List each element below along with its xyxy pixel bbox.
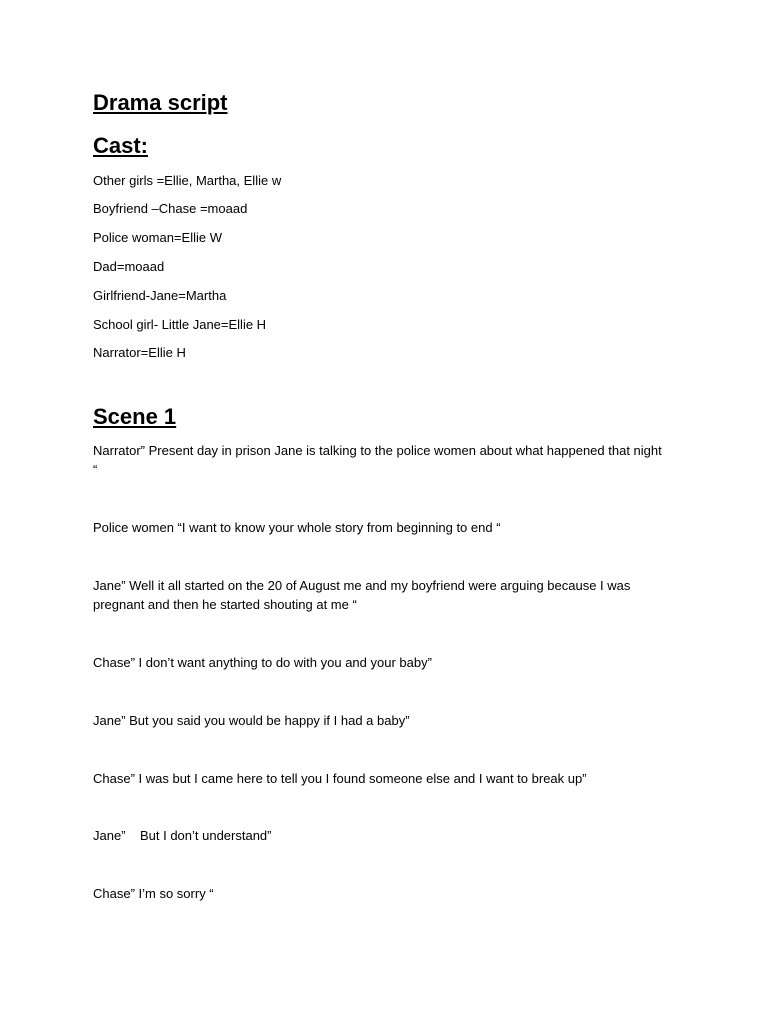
- script-line: Jane” But I don’t understand”: [93, 828, 272, 843]
- cast-item: School girl- Little Jane=Ellie H: [93, 317, 267, 332]
- script-line: Police women “I want to know your whole story from beginning to end “: [93, 520, 501, 535]
- cast-item: Girlfriend-Jane=Martha: [93, 288, 227, 303]
- cast-heading: Cast:: [93, 133, 149, 158]
- script-line: Jane” Well it all started on the 20 of August me and my boyfriend were arguing because I was pregnant and then he started shouting at me “: [93, 578, 631, 612]
- document-title: Drama script: [93, 90, 228, 115]
- script-line: Jane” But you said you would be happy if I had a baby”: [93, 713, 410, 728]
- script-line: Chase” I was but I came here to tell you I found someone else and I want to break up”: [93, 771, 587, 786]
- script-line: Chase” I don’t want anything to do with you and your baby”: [93, 655, 432, 670]
- script-line: Chase” I’m so sorry “: [93, 886, 214, 901]
- cast-item: Other girls =Ellie, Martha, Ellie w: [93, 173, 282, 188]
- scene-heading: Scene 1: [93, 404, 177, 429]
- cast-item: Boyfriend –Chase =moaad: [93, 201, 248, 216]
- cast-item: Dad=moaad: [93, 259, 165, 274]
- script-line: Narrator” Present day in prison Jane is talking to the police women about what happened that night “: [93, 443, 662, 477]
- cast-item: Police woman=Ellie W: [93, 230, 222, 245]
- cast-item: Narrator=Ellie H: [93, 345, 186, 360]
